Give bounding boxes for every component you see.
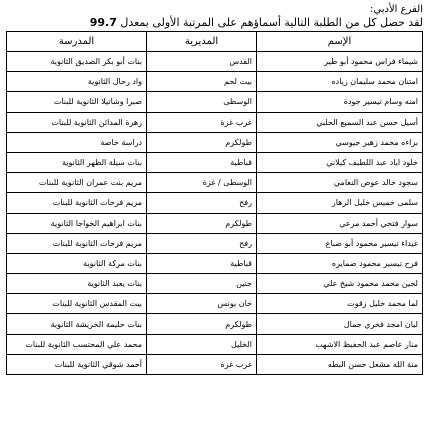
table-row [7, 152, 423, 172]
table-row [7, 274, 423, 294]
table-header [7, 32, 423, 52]
student-name-cell: سجود خالد عوض النعامي [257, 173, 423, 193]
directorate-cell: الوسطى [147, 92, 257, 112]
column-header-directorate: المديرية [147, 32, 257, 52]
directorate-cell: بيت لحم [147, 72, 257, 92]
table-row [7, 193, 423, 213]
student-name-cell: منة الله مشعل حسن البطه [257, 354, 423, 374]
table-row [7, 92, 423, 112]
branch-heading: الفرع الأدبي: [370, 4, 423, 15]
table-row [7, 72, 423, 92]
header-row [7, 32, 423, 52]
table-body [7, 52, 423, 375]
table-row [7, 334, 423, 354]
school-cell: بنات حليمة الخريشة الثانوية [7, 314, 147, 334]
school-cell: مريم فرحات الثانوية للبنات [7, 193, 147, 213]
directorate-cell: طولكرم [147, 213, 257, 233]
table-row [7, 132, 423, 152]
table-row [7, 173, 423, 193]
directorate-cell: الخليل [147, 334, 257, 354]
table-row [7, 52, 423, 72]
directorate-cell: خان يونس [147, 294, 257, 314]
students-table [6, 31, 423, 375]
column-header-school: المدرسة [7, 32, 147, 52]
table-row [7, 294, 423, 314]
school-cell: بنات مركة الثانوية [7, 253, 147, 273]
school-cell: بنات ابراهيم الخواجا الثانوية [7, 213, 147, 233]
directorate-cell: رفح [147, 193, 257, 213]
student-name-cell: فرح تيسير محمود ضمايره [257, 253, 423, 273]
intro-text: لقد حصل كل من الطلبة التالية أسماؤهم على المرتبة الأولى بمعدل [120, 16, 423, 29]
student-name-cell: أسيل حسن عبد السميع الحلبي [257, 112, 423, 132]
student-name-cell: سلمى خميس خليل الزهار [257, 193, 423, 213]
school-cell: بنات أبو بكر الصديق الثانوية [7, 52, 147, 72]
school-cell: أحمد شوقي الثانوية للبنات [7, 354, 147, 374]
student-name-cell: شيماء فراس محمود أبو طير [257, 52, 423, 72]
school-cell: محمد علي المحتسب الثانوية للبنات [7, 334, 147, 354]
directorate-cell: طولكرم [147, 314, 257, 334]
school-cell: مريم بنت عمران الثانوية للبنات [7, 173, 147, 193]
directorate-cell: غرب غزة [147, 112, 257, 132]
school-cell: واد رحال الثانوية [7, 72, 147, 92]
school-cell: مريم فرحات الثانوية للبنات [7, 233, 147, 253]
student-name-cell: براءه محمد زهير جيوسي [257, 132, 423, 152]
student-name-cell: غيداء تيسير محمود أبو ضباع [257, 233, 423, 253]
directorate-cell: غرب غزة [147, 354, 257, 374]
student-name-cell: ليان امجد فخري جمال [257, 314, 423, 334]
average-value: 99.7 [89, 16, 117, 29]
school-cell: بيت المقدس الثانوية للبنات [7, 294, 147, 314]
school-cell: دراسة خاصة [7, 132, 147, 152]
column-header-name: الإسم [257, 32, 423, 52]
student-name-cell: خلود اياد عبد اللطيف كيلاني [257, 152, 423, 172]
directorate-cell: رفح [147, 233, 257, 253]
directorate-cell: القدس [147, 52, 257, 72]
intro-heading [6, 16, 423, 29]
school-cell: زهرة المدائن الثانوية للبنات [7, 112, 147, 132]
student-name-cell: امنه وسام تيسير جودة [257, 92, 423, 112]
directorate-cell: قباطية [147, 253, 257, 273]
table-row [7, 233, 423, 253]
school-cell: بنات سيلة الظهر الثانوية [7, 152, 147, 172]
directorate-cell: الوسطى / غزة [147, 173, 257, 193]
school-cell: بنات يعبد الثانوية [7, 274, 147, 294]
directorate-cell: قباطية [147, 152, 257, 172]
table-row [7, 253, 423, 273]
student-name-cell: سوار فتحي أحمد مرعي [257, 213, 423, 233]
table-row [7, 354, 423, 374]
student-name-cell: لجين محمد محمود شيخ علي [257, 274, 423, 294]
table-row [7, 314, 423, 334]
student-name-cell: امتنان محمد سليمان زياده [257, 72, 423, 92]
student-name-cell: منار عاصم عبد الحفيظ الاشهب [257, 334, 423, 354]
table-row [7, 112, 423, 132]
directorate-cell: جنين [147, 274, 257, 294]
table-row [7, 213, 423, 233]
student-name-cell: لما محمد خليل زقوت [257, 294, 423, 314]
school-cell: صبرا وشاتيلا الثانوية للبنات [7, 92, 147, 112]
directorate-cell: طولكرم [147, 132, 257, 152]
